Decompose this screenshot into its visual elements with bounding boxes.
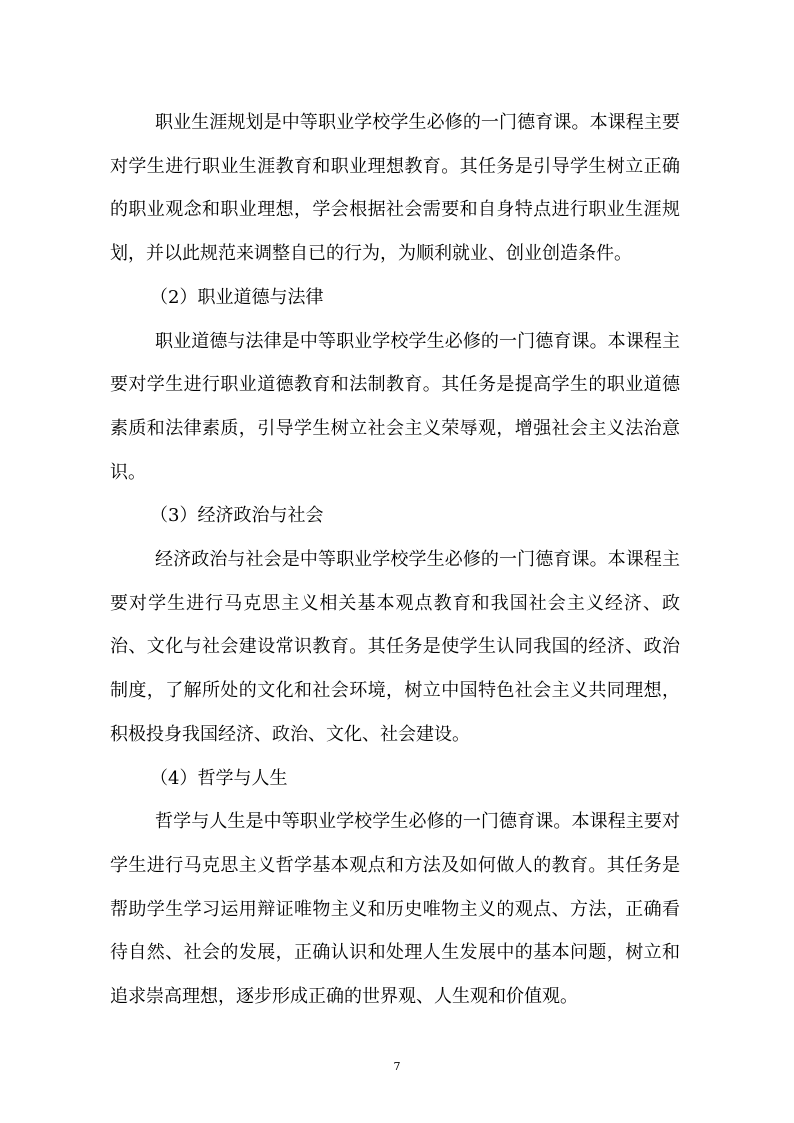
section-heading-philosophy-life: （4）哲学与人生 <box>150 767 288 789</box>
section-paragraph-economy-politics: 经济政治与社会是中等职业学校学生必修的一门德育课。本课程主要对学生进行马克思主义相关基本观点教育和我国社会主义经济、政治、文化与社会建设常识教育。其任务是使学生认同我国的经济、政治制度，了解所处的文化和社会环境，树立中国特色社会主义共同理想，积极投身我国经济、政治、文化、社会建设。 <box>110 549 680 745</box>
section-heading-ethics-law: （2）职业道德与法律 <box>150 286 324 308</box>
section-paragraph-ethics-law: 职业道德与法律是中等职业学校学生必修的一门德育课。本课程主要对学生进行职业道德教育和法制教育。其任务是提高学生的职业道德素质和法律素质，引导学生树立社会主义荣辱观，增强社会主义法治意识。 <box>110 330 680 483</box>
page-number: 7 <box>393 1060 401 1073</box>
section-paragraph-philosophy-life: 哲学与人生是中等职业学校学生必修的一门德育课。本课程主要对学生进行马克思主义哲学基本观点和方法及如何做人的教育。其任务是帮助学生学习运用辩证唯物主义和历史唯物主义的观点、方法，正确看待自然、社会的发展，正确认识和处理人生发展中的基本问题，树立和追求崇高理想，逐步形成正确的世界观、人生观和价值观。 <box>110 811 680 1008</box>
page-content <box>110 101 680 1019</box>
intro-paragraph: 职业生涯规划是中等职业学校学生必修的一门德育课。本课程主要对学生进行职业生涯教育和职业理想教育。其任务是引导学生树立正确的职业观念和职业理想，学会根据社会需要和自身特点进行职业生涯规划，并以此规范来调整自已的行为，为顺利就业、创业创造条件。 <box>110 112 680 265</box>
section-heading-economy-politics: （3）经济政治与社会 <box>150 505 324 527</box>
